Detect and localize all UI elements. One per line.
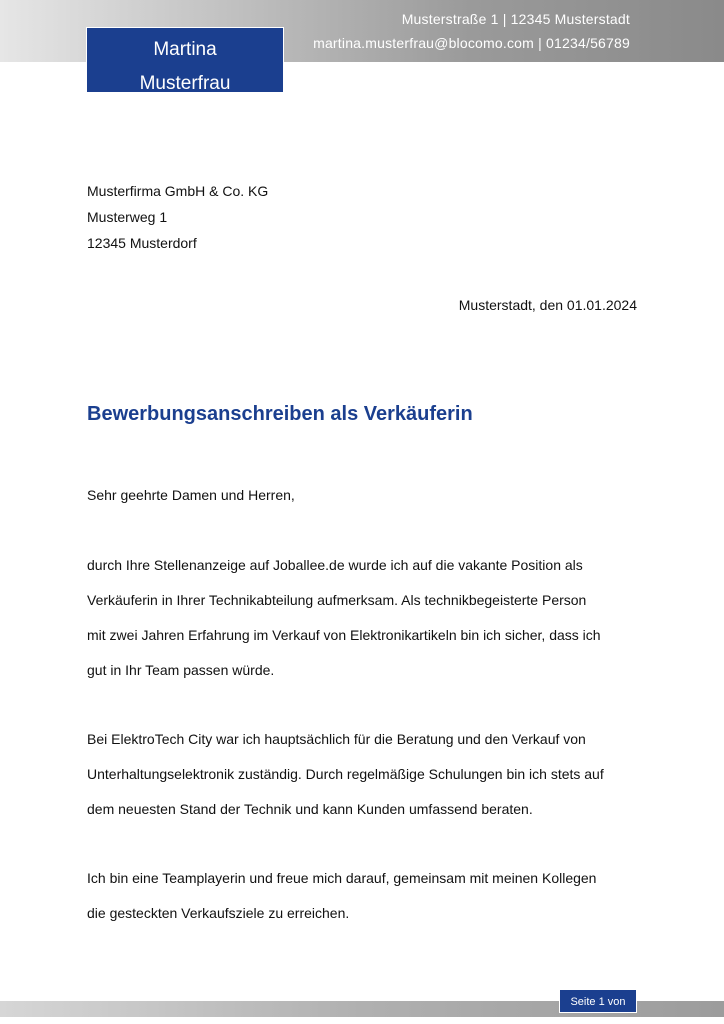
sender-last-name: Musterfrau <box>139 73 231 93</box>
page-number-badge: Seite 1 von <box>559 989 637 1013</box>
sender-address: Musterstraße 1 | 12345 Musterstadt <box>401 11 630 27</box>
body-line: Unterhaltungselektronik zuständig. Durch regelmäßige Schulungen bin ich stets auf <box>87 766 604 782</box>
body-line: die gesteckten Verkaufsziele zu erreichen. <box>87 905 350 921</box>
sender-email-phone: martina.musterfrau@blocomo.com | 01234/56789 <box>313 35 630 51</box>
recipient-street: Musterweg 1 <box>87 209 168 225</box>
body-line: dem neuesten Stand der Technik und kann Kunden umfassend beraten. <box>87 801 533 817</box>
sender-name-box <box>86 27 284 93</box>
sender-first-name: Martina <box>153 39 217 60</box>
body-line: Bei ElektroTech City war ich hauptsächlich für die Beratung und den Verkauf von <box>87 731 586 747</box>
body-line: Verkäuferin in Ihrer Technikabteilung aufmerksam. Als technikbegeisterte Person <box>87 592 587 608</box>
recipient-city: 12345 Musterdorf <box>87 235 197 251</box>
salutation: Sehr geehrte Damen und Herren, <box>87 487 295 503</box>
recipient-company: Musterfirma GmbH & Co. KG <box>87 183 269 199</box>
body-line: mit zwei Jahren Erfahrung im Verkauf von Elektronikartikeln bin ich sicher, dass ich <box>87 627 601 643</box>
letter-subject: Bewerbungsanschreiben als Verkäuferin <box>87 403 473 425</box>
body-line: Ich bin eine Teamplayerin und freue mich darauf, gemeinsam mit meinen Kollegen <box>87 870 597 886</box>
letter-date: Musterstadt, den 01.01.2024 <box>458 297 637 313</box>
body-line: durch Ihre Stellenanzeige auf Joballee.de wurde ich auf die vakante Position als <box>87 557 583 573</box>
body-line: gut in Ihr Team passen würde. <box>87 662 275 678</box>
